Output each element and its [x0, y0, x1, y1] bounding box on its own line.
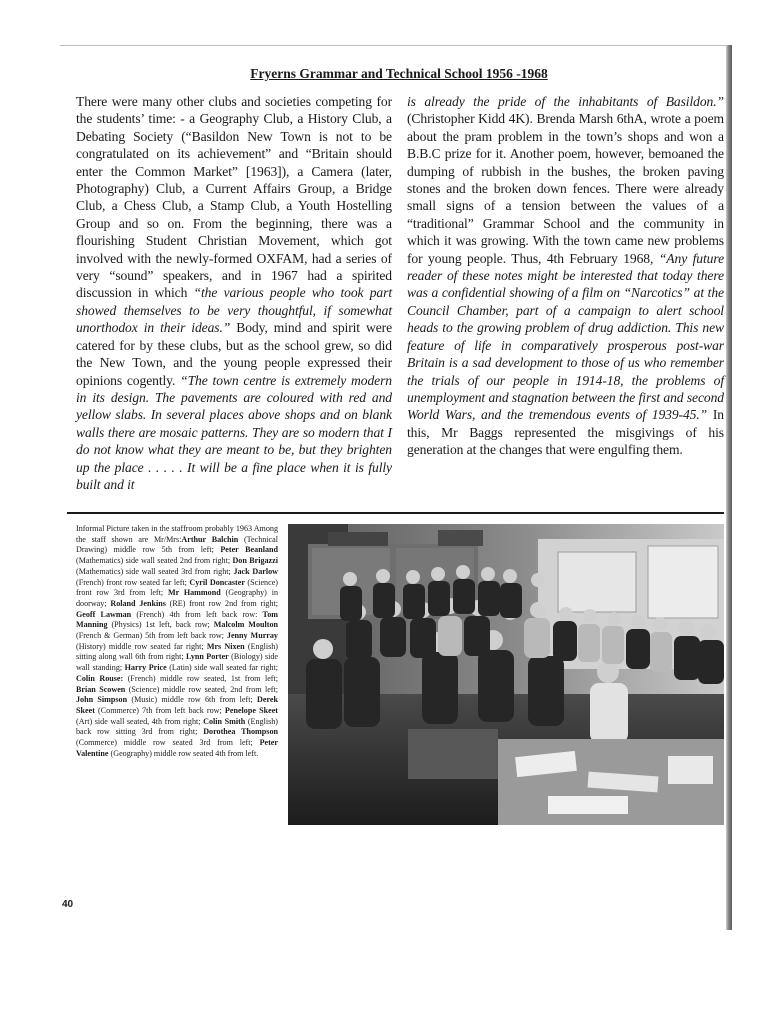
body-text-segment: There were many other clubs and societies competing for the students’ time: - a Geography Club, a History Club, a Debating Society (“Basildon New Town is not to be congratulated on its achievement” and “Britain should enter the Common Market” [1963]), a Camera (later, Photography) Club, a Current Affairs Group, a Bridge Club, a Chess Club, a Stamp Club, a Youth Hostelling Group and so on. From the beginning, there was a flourishing Student Christian Movement, which got involved with the newly-formed OXFAM, had a series of very “sound” speakers, and in 1967 had a spirited discussion in which [76, 94, 392, 301]
caption-text-segment: (Biology) side wall standing; [76, 652, 278, 673]
caption-text-segment: Malcolm Moulton [213, 620, 278, 630]
caption-text-segment: (Latin) side wall seated far right; [166, 663, 278, 673]
caption-text-segment: Cyril Doncaster [189, 577, 245, 587]
caption-text-segment: (Art) side wall seated, 4th from right; [76, 716, 204, 726]
caption-text-segment: Penelope Skeet [224, 705, 278, 715]
section-divider [67, 512, 724, 514]
caption-text-segment: Arthur Balchin [181, 534, 239, 544]
caption-text-segment: (Geography) in doorway; [76, 588, 278, 608]
caption-text-segment: Brian Scowen [76, 684, 126, 694]
caption-text-segment: Colin Smith [203, 716, 246, 726]
page-title: Fryerns Grammar and Technical School 1956 -1968 [250, 66, 548, 81]
caption-text-segment: (Science) front row 3rd from left; [76, 577, 278, 598]
caption-text-segment: (Music) middle row 6th from left; [127, 695, 258, 705]
caption-text-segment: Harry Price [124, 663, 167, 673]
caption-text-segment: (Commerce) middle row seated 3rd from left; [76, 738, 260, 748]
caption-text-segment: Colin Rouse: [76, 673, 124, 683]
caption-text-segment: Geoff Lawman [76, 609, 132, 619]
right-text-column [407, 93, 724, 459]
body-text-segment: “The town centre is extremely modern in its design. The pavements are coloured with red and yellow slabs. In several places above shops and on blank walls there are mosaic patterns. They are so modern that I do not know what they are meant to be, but they brighten up the place . . . . . It will be a fine place when it is fully built and it [76, 372, 392, 492]
body-text-segment: Body, mind and spirit were catered for by these clubs, but as the school grew, so did the New Town, and the young people expressed their opinions cogently. [76, 320, 393, 388]
left-text-column [76, 93, 392, 493]
caption-text-segment: Jenny Murray [226, 631, 278, 641]
body-text-segment: “Any future reader of these notes might be interested that today there was a confidential showing of a film on “Narcotics” at the Council Chamber, part of a campaign to alert school heads to the growing problem of drug addiction. This new feature of life in comparatively prosperous post-war Britain is a sad development to those of us who remember the trials of our people in 1914-18, the problems of unemployment and stagnation between the first and second World Wars, and the tremendous events of 1939-45.” [407, 250, 725, 423]
caption-text-segment: (English) back row sitting 3rd from right; [76, 716, 278, 737]
caption-text-segment: (French & German) 5th from left back row; [76, 631, 227, 641]
caption-text-segment: Jack Darlow [233, 566, 278, 576]
photo-caption [76, 524, 278, 759]
caption-text-segment: Tom Manning [76, 609, 278, 630]
body-text-segment: “the various people who took part showed themselves to be very thoughtful, if somewhat unorthodox in their ideas.” [76, 285, 392, 336]
staffroom-photo-image [288, 524, 724, 825]
caption-text-segment: Lynn Porter [185, 652, 229, 662]
caption-text-segment: (French) 4th from left back row: [131, 609, 263, 619]
body-text-segment: (Christopher Kidd 4K). Brenda Marsh 6thA, wrote a poem about the pram problem in the town’s shops and won a B.B.C prize for it. Another poem, however, bemoaned the dumping of rubbish in the bushes, the broken paving stones and the broken down fences. There were already small signs of a tension between the values of a “traditional” Grammar School and the community in which it was growing. With the town came new problems for young people. Thus, 4th February 1968, [407, 111, 724, 266]
caption-text-segment: (French) front row seated far left; [76, 577, 190, 587]
caption-text-segment: Mr Hammond [167, 588, 221, 598]
caption-text-segment: (Mathematics) side wall seated 2nd from right; [76, 556, 233, 566]
caption-text-segment: Dorothea Thompson [203, 727, 278, 737]
staffroom-photo [288, 524, 724, 825]
caption-text-segment: Informal Picture taken in the staffroom probably 1963 Among the staff shown are Mr/Mrs: [76, 524, 278, 544]
caption-text-segment: (Commerce) 7th from left back row; [94, 705, 225, 715]
body-text-segment: In this, Mr Baggs represented the misgivings of his generation at the changes that were engulfing them. [407, 407, 724, 458]
caption-text-segment: Peter Valentine [76, 738, 278, 758]
caption-text-segment: (Mathematics) side wall seated 3rd from right; [76, 566, 234, 576]
body-text-segment: is already the pride of the inhabitants of Basildon.” [407, 94, 724, 109]
caption-text-segment: (Physics) 1st left, back row; [107, 620, 214, 630]
caption-text-segment: (Geography) middle row seated 4th from left. [108, 748, 259, 758]
caption-text-segment: Peter Beanland [220, 545, 278, 555]
caption-text-segment: (History) middle row seated far right; [76, 641, 207, 651]
caption-text-segment: Mrs Nixen [206, 641, 245, 651]
caption-text-segment: Derek Skeet [76, 695, 278, 715]
caption-text-segment: Roland Jenkins [110, 598, 166, 608]
caption-text-segment: (RE) front row 2nd from right; [165, 598, 279, 608]
page-right-edge [726, 45, 732, 930]
caption-text-segment: (English) sitting along wall 6th from right; [76, 641, 278, 662]
caption-text-segment: John Simpson [76, 695, 128, 705]
caption-text-segment: Don Brigazzi [232, 556, 278, 566]
caption-text-segment: (French) middle row seated, 1st from left; [123, 673, 278, 683]
caption-text-segment: (Science) middle row seated, 2nd from left; [125, 684, 278, 694]
caption-text-segment: (Technical Drawing) middle row 5th from left; [76, 534, 278, 555]
page-top-edge [60, 45, 732, 46]
page-number: 40 [62, 899, 74, 910]
